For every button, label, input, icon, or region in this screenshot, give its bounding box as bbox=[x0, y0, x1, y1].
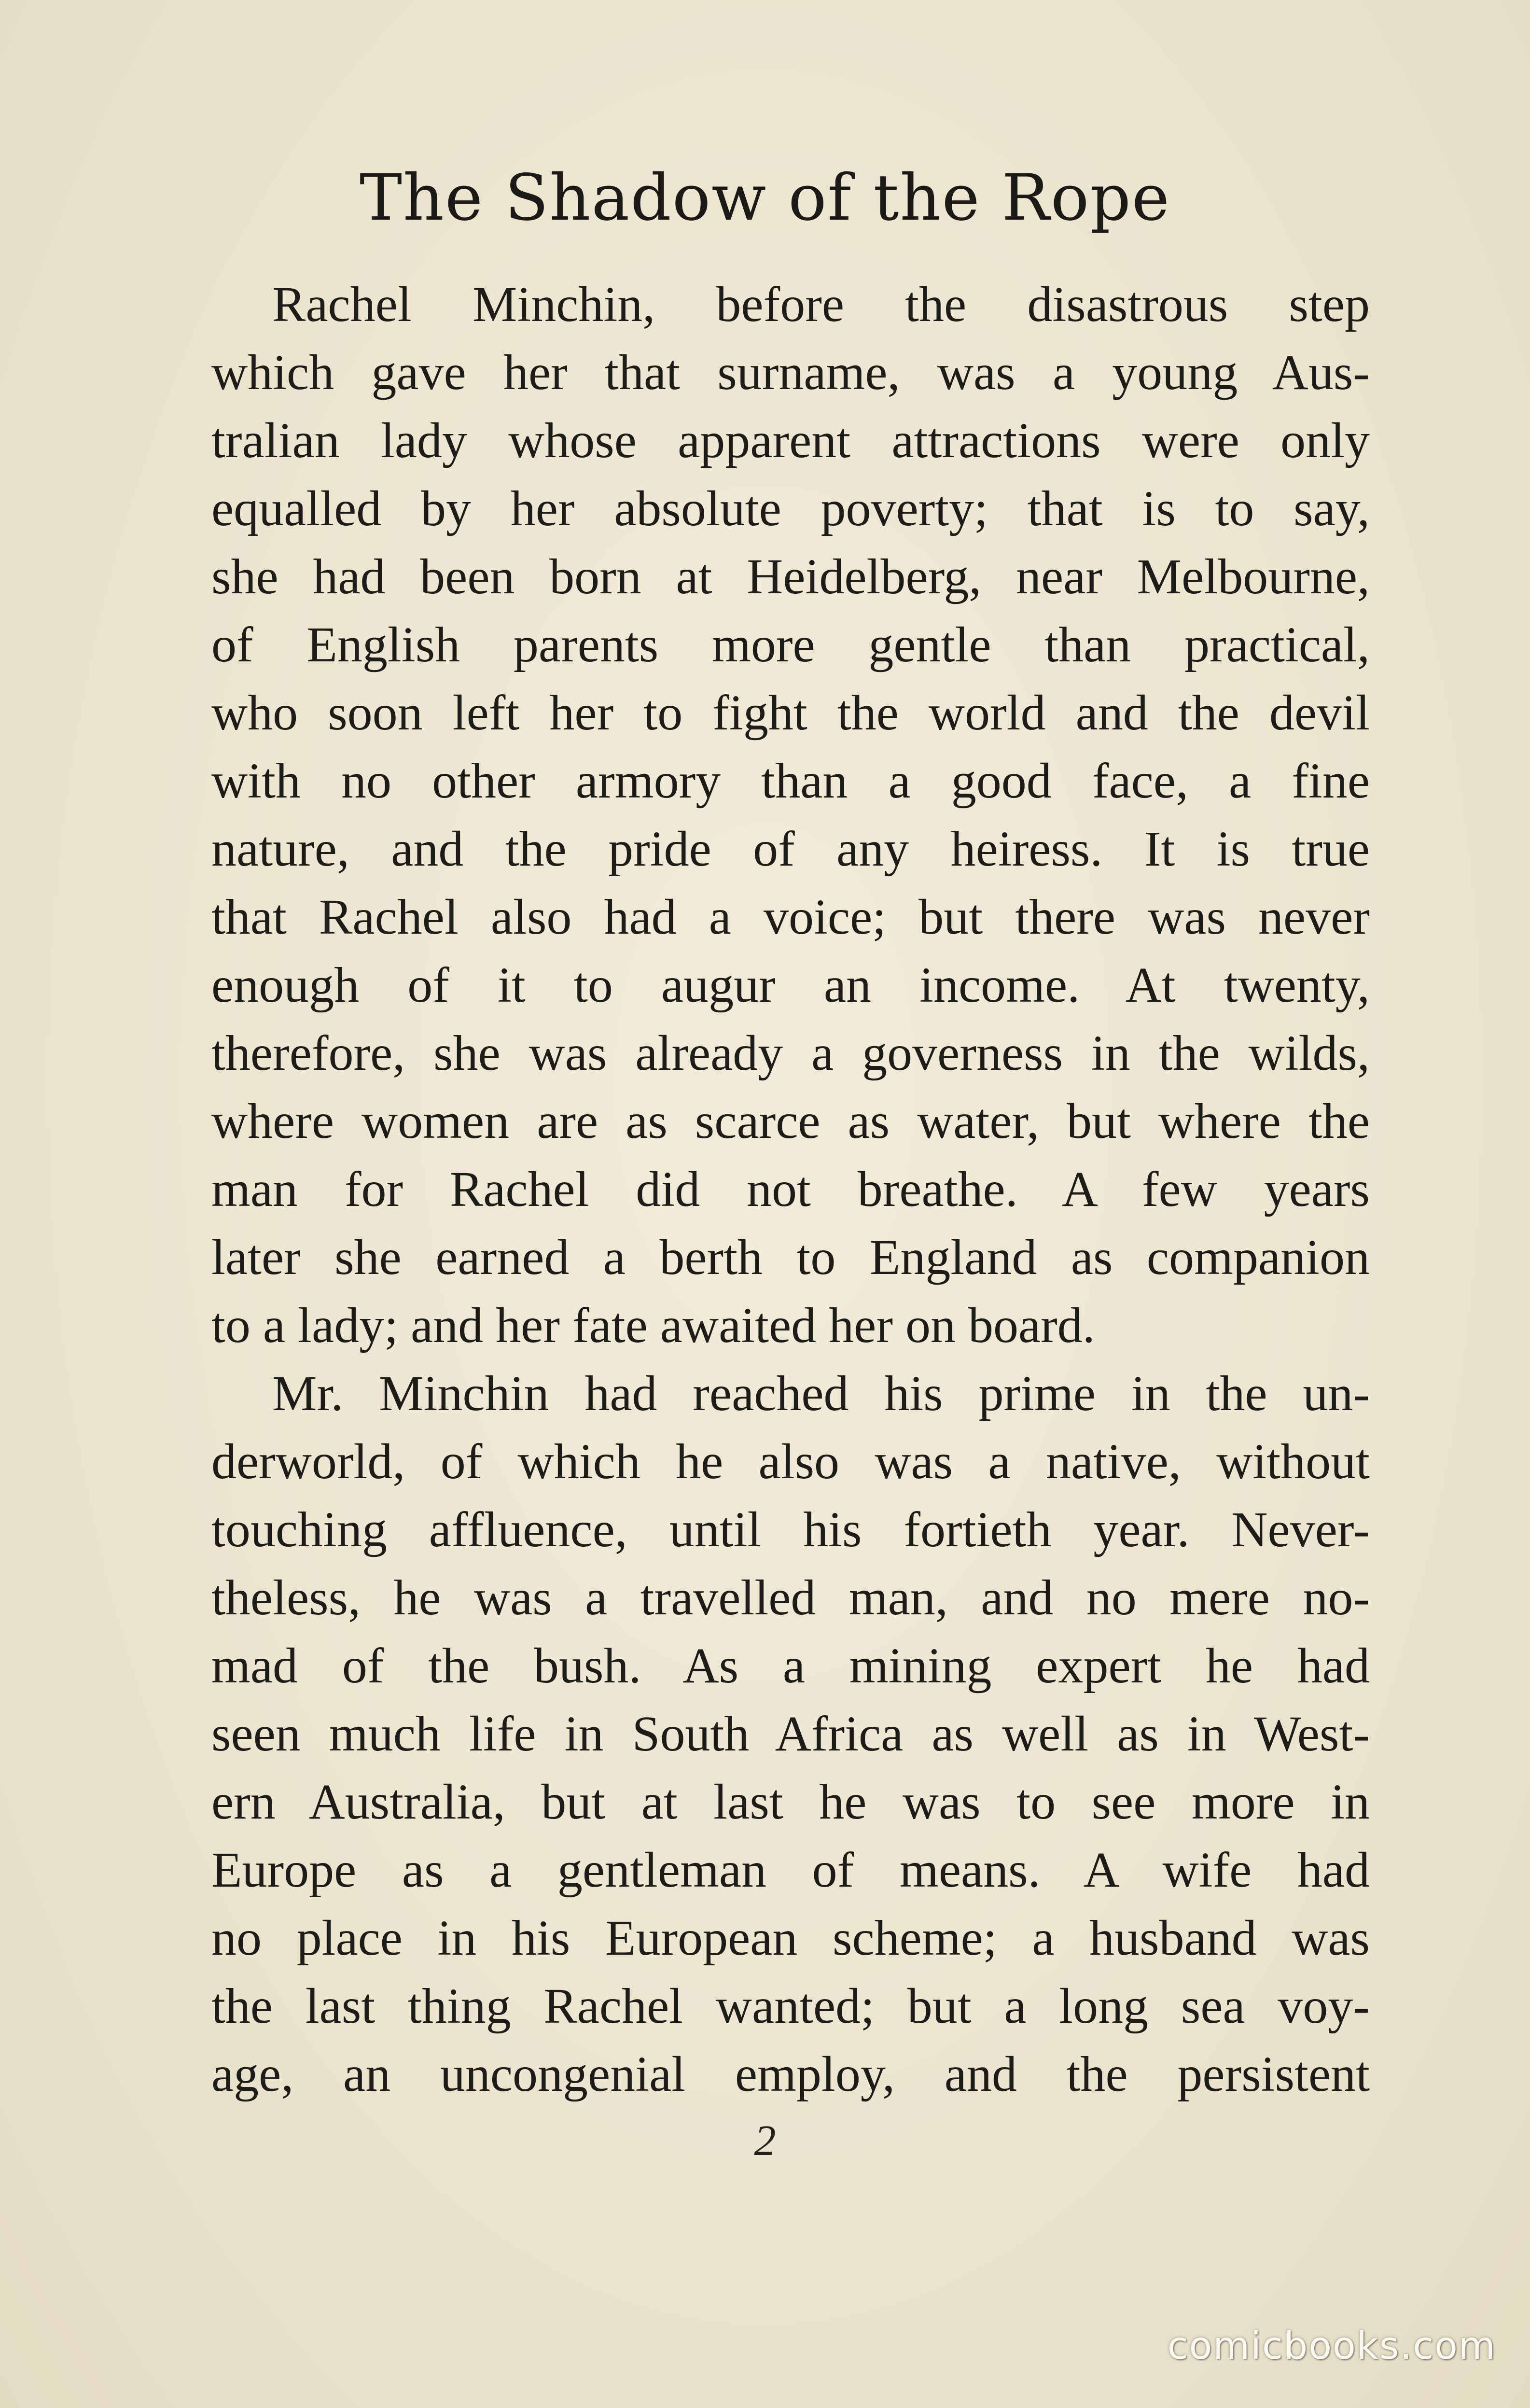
text-line: man for Rachel did not breathe. A few years bbox=[211, 1162, 1370, 1217]
page-number: 2 bbox=[754, 2117, 776, 2165]
body-text bbox=[211, 270, 1370, 2108]
text-line: of English parents more gentle than practical, bbox=[211, 617, 1370, 672]
text-line: tralian lady whose apparent attractions were only bbox=[211, 413, 1370, 468]
text-line: equalled by her absolute poverty; that is to say, bbox=[211, 481, 1370, 536]
text-line: which gave her that surname, was a young Aus- bbox=[211, 345, 1370, 400]
text-line: theless, he was a travelled man, and no mere no- bbox=[211, 1570, 1370, 1625]
text-line: touching affluence, until his fortieth year. Never- bbox=[211, 1502, 1370, 1557]
text-line: nature, and the pride of any heiress. It is true bbox=[211, 821, 1370, 877]
text-line: where women are as scarce as water, but where the bbox=[211, 1093, 1370, 1149]
text-line: Mr. Minchin had reached his prime in the un- bbox=[272, 1366, 1370, 1421]
text-line: who soon left her to fight the world and the devil bbox=[211, 685, 1370, 741]
text-line: later she earned a berth to England as companion bbox=[211, 1230, 1370, 1285]
text-line: the last thing Rachel wanted; but a long sea voy- bbox=[211, 1978, 1370, 2034]
text-line: ern Australia, but at last he was to see more in bbox=[211, 1774, 1370, 1830]
watermark: comicbooks.com bbox=[1167, 2324, 1496, 2368]
text-line: mad of the bush. As a mining expert he had bbox=[211, 1638, 1370, 1694]
paragraph-1 bbox=[211, 270, 1370, 1359]
text-line: that Rachel also had a voice; but there was never bbox=[211, 889, 1370, 945]
text-line: no place in his European scheme; a husband was bbox=[211, 1910, 1370, 1966]
text-line: seen much life in South Africa as well as in West- bbox=[211, 1706, 1370, 1762]
text-line: Europe as a gentleman of means. A wife had bbox=[211, 1842, 1370, 1898]
text-line: Rachel Minchin, before the disastrous step bbox=[272, 277, 1370, 332]
text-line: to a lady; and her fate awaited her on board. bbox=[211, 1298, 1095, 1353]
text-line: derworld, of which he also was a native, without bbox=[211, 1434, 1370, 1489]
text-line: she had been born at Heidelberg, near Melbourne, bbox=[211, 549, 1370, 604]
text-line: therefore, she was already a governess in the wilds, bbox=[211, 1025, 1370, 1081]
text-line: enough of it to augur an income. At twenty, bbox=[211, 957, 1370, 1013]
paragraph-2 bbox=[211, 1359, 1370, 2108]
page-title: The Shadow of the Rope bbox=[359, 161, 1171, 235]
text-line: with no other armory than a good face, a fine bbox=[211, 753, 1370, 809]
text-line: age, an uncongenial employ, and the persistent bbox=[211, 2046, 1370, 2102]
